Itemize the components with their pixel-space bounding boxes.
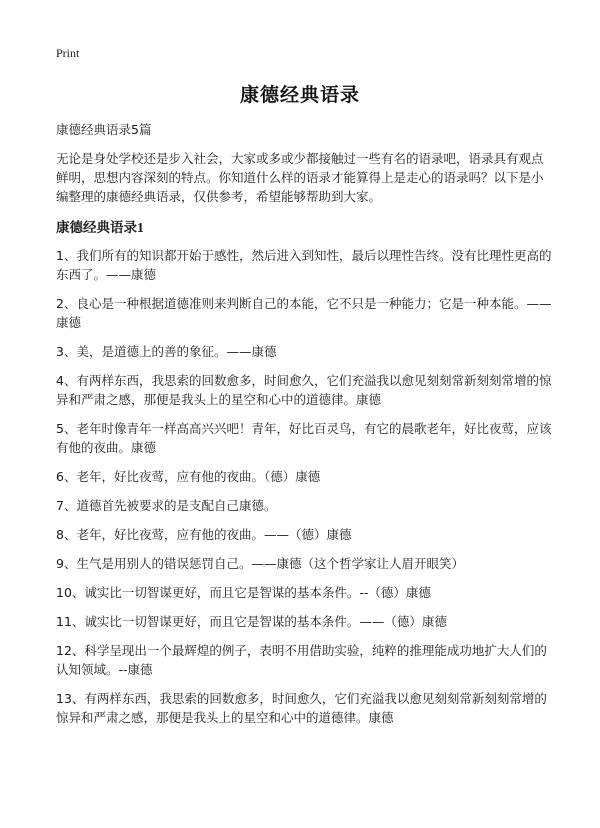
quote-item: 9、生气是用别人的错误惩罚自己。——康德（这个哲学家让人眉开眼笑） <box>56 556 464 571</box>
quote-item: 4、有两样东西，我思索的回数愈多，时间愈久，它们充溢我以愈见刻刻常新刻刻常增的惊异和严肃之感，那便是我头上的星空和心中的道德律。康德 <box>56 373 552 407</box>
document-body <box>56 120 552 737</box>
print-label: Print <box>56 46 80 60</box>
quote-item: 2、良心是一种根据道德准则来判断自己的本能，它不只是一种能力；它是一种本能。——康德 <box>56 296 552 330</box>
quote-item: 11、诚实比一切智谋更好，而且它是智谋的基本条件。——（德）康德 <box>56 614 447 629</box>
quote-item: 7、道德首先被要求的是支配自己康德。 <box>56 498 277 513</box>
quote-item: 13、有两样东西，我思索的回数愈多，时间愈久，它们充溢我以愈见刻刻常新刻刻常增的惊异和严肃之感，那便是我头上的星空和心中的道德律。康德 <box>56 691 547 725</box>
quote-item: 8、老年，好比夜莺，应有他的夜曲。——（德）康德 <box>56 527 352 542</box>
page-title: 康德经典语录 <box>239 84 360 106</box>
section-heading: 康德经典语录1 <box>56 220 144 235</box>
document-subtitle: 康德经典语录5篇 <box>56 122 152 137</box>
quote-item: 1、我们所有的知识都开始于感性，然后进入到知性，最后以理性告终。没有比理性更高的东西了。——康德 <box>56 248 552 282</box>
quote-item: 6、老年，好比夜莺，应有他的夜曲。（德）康德 <box>56 469 321 484</box>
quote-item: 10、诚实比一切智谋更好，而且它是智谋的基本条件。--（德）康德 <box>56 585 431 600</box>
quote-item: 12、科学呈现出一个最辉煌的例子，表明不用借助实验，纯粹的推理能成功地扩大人们的认知领域。--康德 <box>56 643 547 677</box>
quote-item: 5、老年时像青年一样高高兴兴吧！青年，好比百灵鸟，有它的晨歌老年，好比夜莺，应该有他的夜曲。康德 <box>56 421 552 455</box>
intro-paragraph: 无论是身处学校还是步入社会，大家或多或少都接触过一些有名的语录吧，语录具有观点鲜明，思想内容深刻的特点。你知道什么样的语录才能算得上是走心的语录吗？以下是小编整理的康德经典语录，仅供参考，希望能够帮助到大家。 <box>56 151 544 204</box>
quote-item: 3、美，是道德上的善的象征。——康德 <box>56 344 277 359</box>
